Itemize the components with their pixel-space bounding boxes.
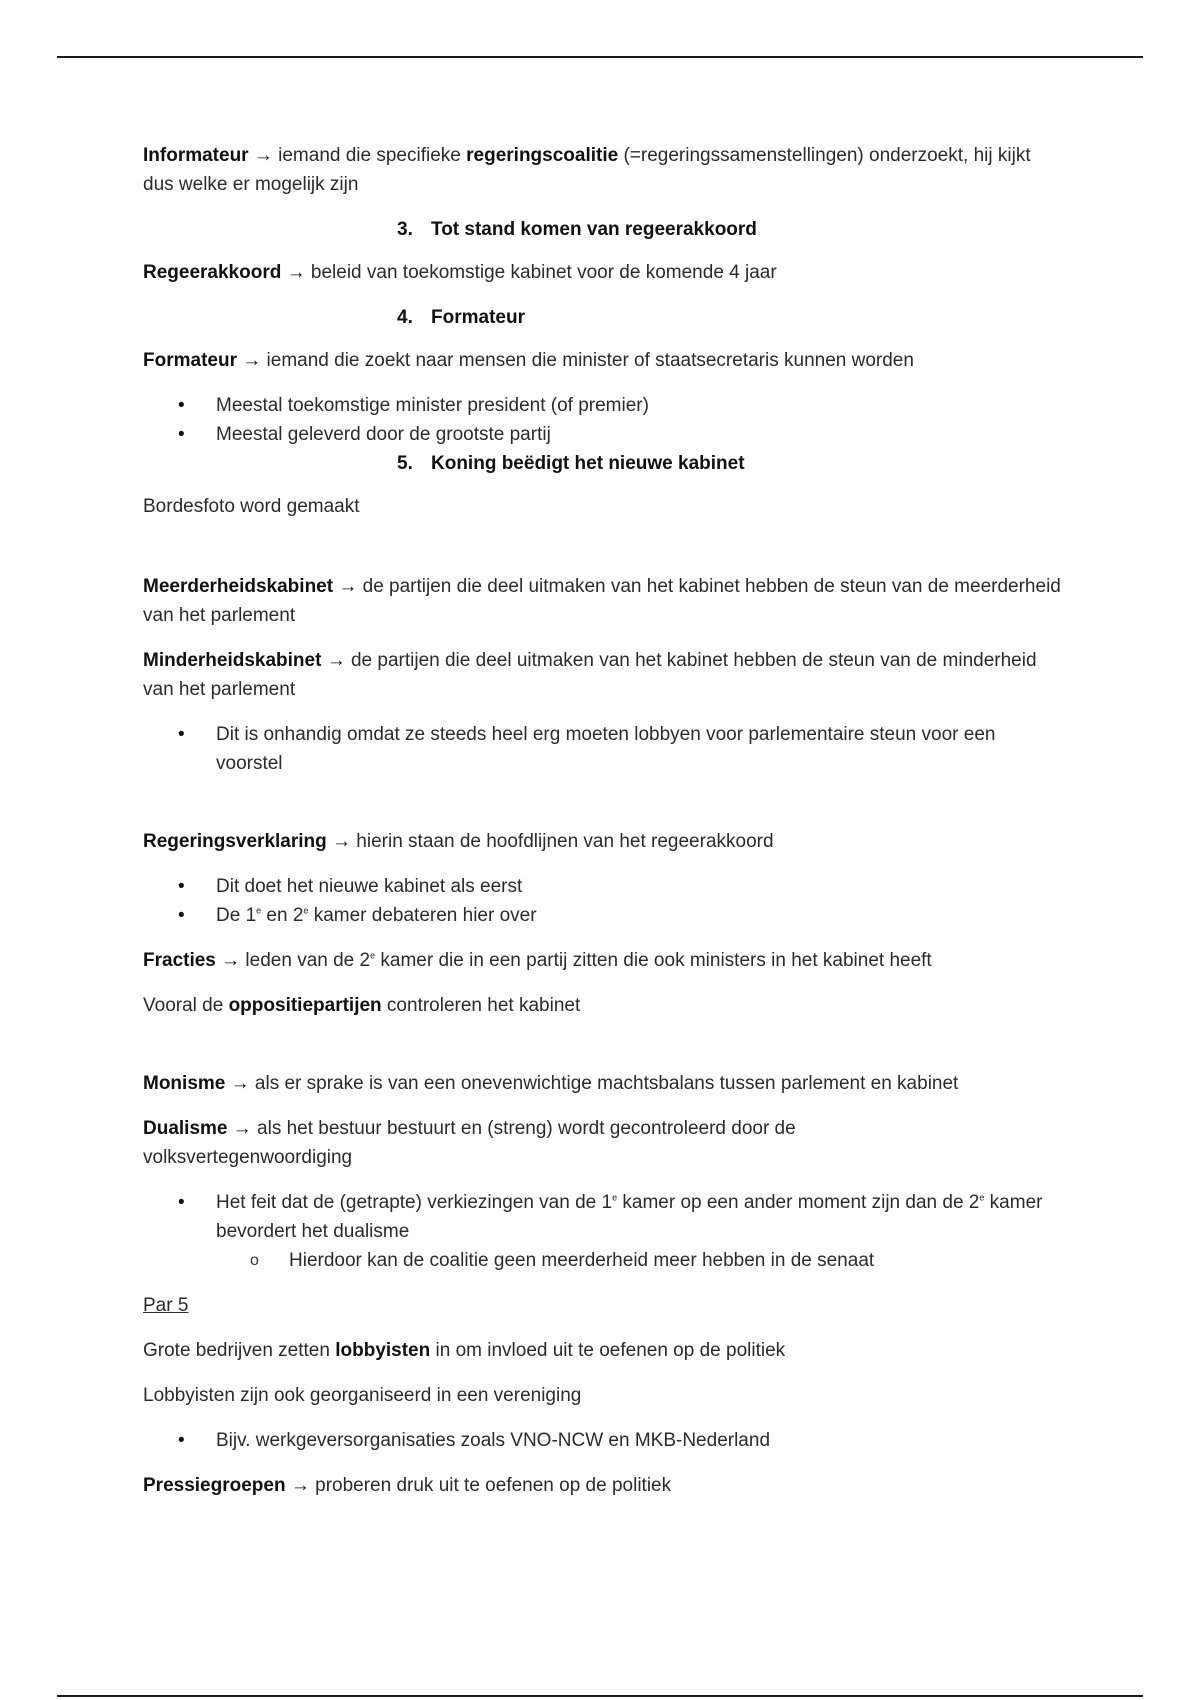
term-pressiegroepen: Pressiegroepen bbox=[143, 1475, 286, 1496]
list-text: en 2 bbox=[261, 905, 304, 926]
list-item: • Bijv. werkgeversorganisaties zoals VNO-NCW en MKB-Nederland bbox=[143, 1426, 1063, 1455]
arrow-icon: → bbox=[286, 262, 306, 283]
body-text: Vooral de bbox=[143, 995, 229, 1016]
document-body bbox=[143, 141, 1063, 1516]
underlined-label: Par 5 bbox=[143, 1295, 189, 1316]
sub-list bbox=[216, 1246, 1063, 1275]
list-text: De 1 bbox=[216, 905, 257, 926]
bold-term: lobbyisten bbox=[335, 1340, 431, 1361]
list-item: • Dit is onhandig omdat ze steeds heel erg moeten lobbyen voor parlementaire steun voor een voorstel bbox=[143, 720, 1063, 778]
spacer bbox=[143, 1036, 1063, 1069]
definition-text: proberen druk uit te oefenen op de politiek bbox=[309, 1475, 672, 1496]
definition-text: hierin staan de hoofdlijnen van het regeerakkoord bbox=[351, 831, 774, 852]
definition-text: beleid van toekomstige kabinet voor de komende 4 jaar bbox=[305, 262, 777, 283]
term-regeerakkoord: Regeerakkoord bbox=[143, 262, 282, 283]
paragraph-pressiegroepen bbox=[143, 1471, 1063, 1500]
arrow-icon: → bbox=[290, 1475, 310, 1496]
bold-term: regeringscoalitie bbox=[466, 145, 619, 166]
definition-text: de partijen die deel uitmaken van het kabinet hebben de steun van de meerderheid van het parlement bbox=[143, 576, 1061, 626]
superscript: e bbox=[256, 905, 262, 916]
definition-text: iemand die zoekt naar mensen die minister of staatsecretaris kunnen worden bbox=[261, 350, 914, 371]
superscript: e bbox=[303, 905, 309, 916]
bullet-list-dualisme bbox=[143, 1188, 1063, 1275]
heading-number: 3. bbox=[397, 219, 413, 240]
term-minderheidskabinet: Minderheidskabinet bbox=[143, 650, 322, 671]
paragraph-oppositie bbox=[143, 991, 1063, 1020]
list-item: • Meestal geleverd door de grootste partij bbox=[143, 420, 1063, 449]
section-heading-5 bbox=[143, 449, 1063, 478]
body-text: in om invloed uit te oefenen op de politiek bbox=[430, 1340, 786, 1361]
term-fracties: Fracties bbox=[143, 950, 216, 971]
arrow-icon: → bbox=[332, 831, 352, 852]
superscript: e bbox=[612, 1192, 618, 1203]
bullet-list-regeringsverklaring bbox=[143, 872, 1063, 930]
section-heading-3 bbox=[143, 215, 1063, 244]
heading-number: 4. bbox=[397, 307, 413, 328]
heading-title: Koning beëdigt het nieuwe kabinet bbox=[431, 453, 745, 474]
footer-rule bbox=[57, 1695, 1143, 1697]
bullet-list-minderheid bbox=[143, 720, 1063, 778]
arrow-icon: → bbox=[326, 650, 346, 671]
term-formateur: Formateur bbox=[143, 350, 237, 371]
paragraph-regeerakkoord bbox=[143, 258, 1063, 287]
list-text: Het feit dat de (getrapte) verkiezingen van de 1 bbox=[216, 1192, 613, 1213]
definition-text: leden van de 2 bbox=[240, 950, 371, 971]
term-dualisme: Dualisme bbox=[143, 1118, 228, 1139]
definition-text: de partijen die deel uitmaken van het kabinet hebben de steun van de minderheid van het parlement bbox=[143, 650, 1037, 700]
arrow-icon: → bbox=[242, 350, 262, 371]
definition-text: kamer die in een partij zitten die ook ministers in het kabinet heeft bbox=[375, 950, 932, 971]
paragraph-dualisme bbox=[143, 1114, 863, 1172]
arrow-icon: → bbox=[338, 576, 358, 597]
list-item bbox=[143, 901, 1063, 930]
superscript: e bbox=[370, 950, 376, 961]
term-meerderheidskabinet: Meerderheidskabinet bbox=[143, 576, 334, 597]
term-monisme: Monisme bbox=[143, 1073, 226, 1094]
body-text: controleren het kabinet bbox=[381, 995, 581, 1016]
paragraph-monisme bbox=[143, 1069, 1063, 1098]
list-text: kamer op een ander moment zijn dan de 2 bbox=[617, 1192, 980, 1213]
superscript: e bbox=[979, 1192, 985, 1203]
list-item bbox=[143, 1188, 1063, 1275]
paragraph-regeringsverklaring bbox=[143, 827, 1063, 856]
definition-text: als er sprake is van een onevenwichtige machtsbalans tussen parlement en kabinet bbox=[249, 1073, 959, 1094]
definition-text: (=regeringssamenstellingen) onderzoekt, hij kijkt dus welke er mogelijk zijn bbox=[143, 145, 1031, 195]
header-rule bbox=[57, 56, 1143, 58]
body-text: Grote bedrijven zetten bbox=[143, 1340, 336, 1361]
list-item: • Dit doet het nieuwe kabinet als eerst bbox=[143, 872, 1063, 901]
paragraph-vereniging: Lobbyisten zijn ook georganiseerd in een vereniging bbox=[143, 1385, 582, 1406]
term-informateur: Informateur bbox=[143, 145, 249, 166]
bullet-list-formateur bbox=[143, 391, 1063, 449]
paragraph-fracties bbox=[143, 946, 1063, 975]
term-regeringsverklaring: Regeringsverklaring bbox=[143, 831, 327, 852]
spacer bbox=[143, 537, 1063, 572]
definition-text: iemand die specifieke bbox=[272, 145, 467, 166]
arrow-icon: → bbox=[232, 1118, 252, 1139]
paragraph-lobbyisten bbox=[143, 1336, 1063, 1365]
arrow-icon: → bbox=[253, 145, 273, 166]
paragraph-bordesfoto: Bordesfoto word gemaakt bbox=[143, 496, 360, 517]
paragraph-formateur bbox=[143, 346, 1063, 375]
heading-title: Tot stand komen van regeerakkoord bbox=[431, 219, 757, 240]
sub-list-item: o Hierdoor kan de coalitie geen meerderheid meer hebben in de senaat bbox=[216, 1246, 1063, 1275]
paragraph-minderheidskabinet bbox=[143, 646, 1063, 704]
list-text: kamer debateren hier over bbox=[308, 905, 537, 926]
arrow-icon: → bbox=[230, 1073, 250, 1094]
paragraph-informateur bbox=[143, 141, 1063, 199]
arrow-icon: → bbox=[221, 950, 241, 971]
section-heading-4 bbox=[143, 303, 1063, 332]
definition-text: als het bestuur bestuurt en (streng) wordt gecontroleerd door de volksvertegenwoordiging bbox=[143, 1118, 796, 1168]
list-item: • Meestal toekomstige minister president (of premier) bbox=[143, 391, 1063, 420]
paragraph-meerderheidskabinet bbox=[143, 572, 1063, 630]
heading-title: Formateur bbox=[431, 307, 525, 328]
section-label-par5 bbox=[143, 1291, 1063, 1320]
heading-number: 5. bbox=[397, 453, 413, 474]
bold-term: oppositiepartijen bbox=[228, 995, 382, 1016]
list-text: kamer bevordert het dualisme bbox=[216, 1192, 1043, 1242]
bullet-list-lobby bbox=[143, 1426, 1063, 1455]
spacer bbox=[143, 794, 1063, 827]
